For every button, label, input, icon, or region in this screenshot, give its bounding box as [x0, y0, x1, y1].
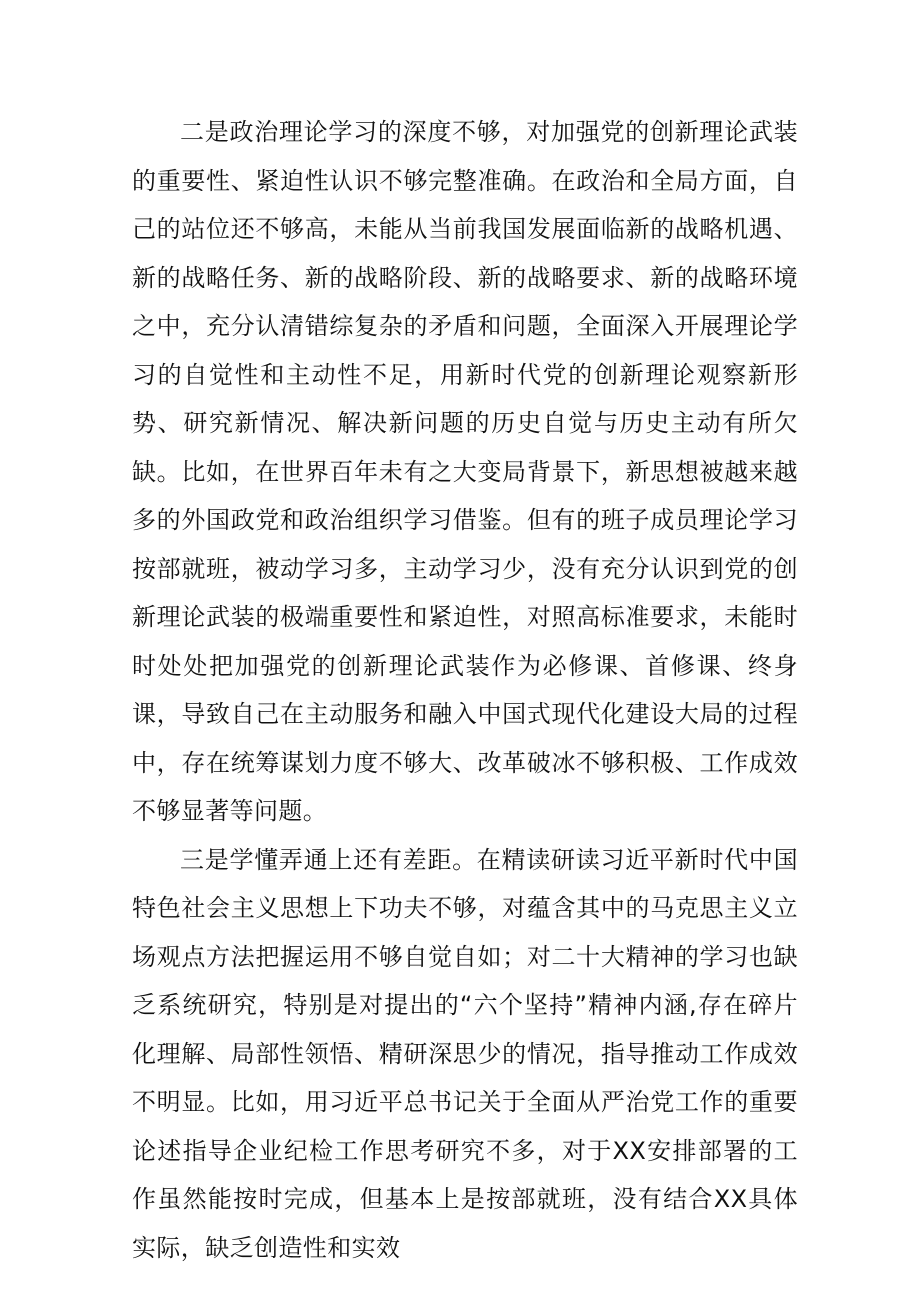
- paragraph-2: 二是政治理论学习的深度不够，对加强党的创新理论武装的重要性、紧迫性认识不够完整准确。在政治和全局方面，自己的站位还不够高，未能从当前我国发展面临新的战略机遇、新的战略任务、新的战略阶段、新的战略要求、新的战略环境之中，充分认清错综复杂的矛盾和问题，全面深入开展理论学习的自觉性和主动性不足，用新时代党的创新理论观察新形势、研究新情况、解决新问题的历史自觉与历史主动有所欠缺。比如，在世界百年未有之大变局背景下，新思想被越来越多的外国政党和政治组织学习借鉴。但有的班子成员理论学习按部就班，被动学习多，主动学习少，没有充分认识到党的创新理论武装的极端重要性和紧迫性，对照高标准要求，未能时时处处把加强党的创新理论武装作为必修课、首修课、终身课，导致自己在主动服务和融入中国式现代化建设大局的过程中，存在统筹谋划力度不够大、改革破冰不够积极、工作成效不够显著等问题。: [132, 118, 798, 825]
- document-body: [132, 108, 798, 1272]
- paragraph-3: 三是学懂弄通上还有差距。在精读研读习近平新时代中国特色社会主义思想上下功夫不够，对蕴含其中的马克思主义立场观点方法把握运用不够自觉自如；对二十大精神的学习也缺乏系统研究，特别是对提出的“六个坚持”精神内涵,存在碎片化理解、局部性领悟、精研深思少的情况，指导推动工作成效不明显。比如，用习近平总书记关于全面从严治党工作的重要论述指导企业纪检工作思考研究不多，对于XX安排部署的工作虽然能按时完成，但基本上是按部就班，没有结合XX具体实际，缺乏创造性和实效: [132, 845, 798, 1262]
